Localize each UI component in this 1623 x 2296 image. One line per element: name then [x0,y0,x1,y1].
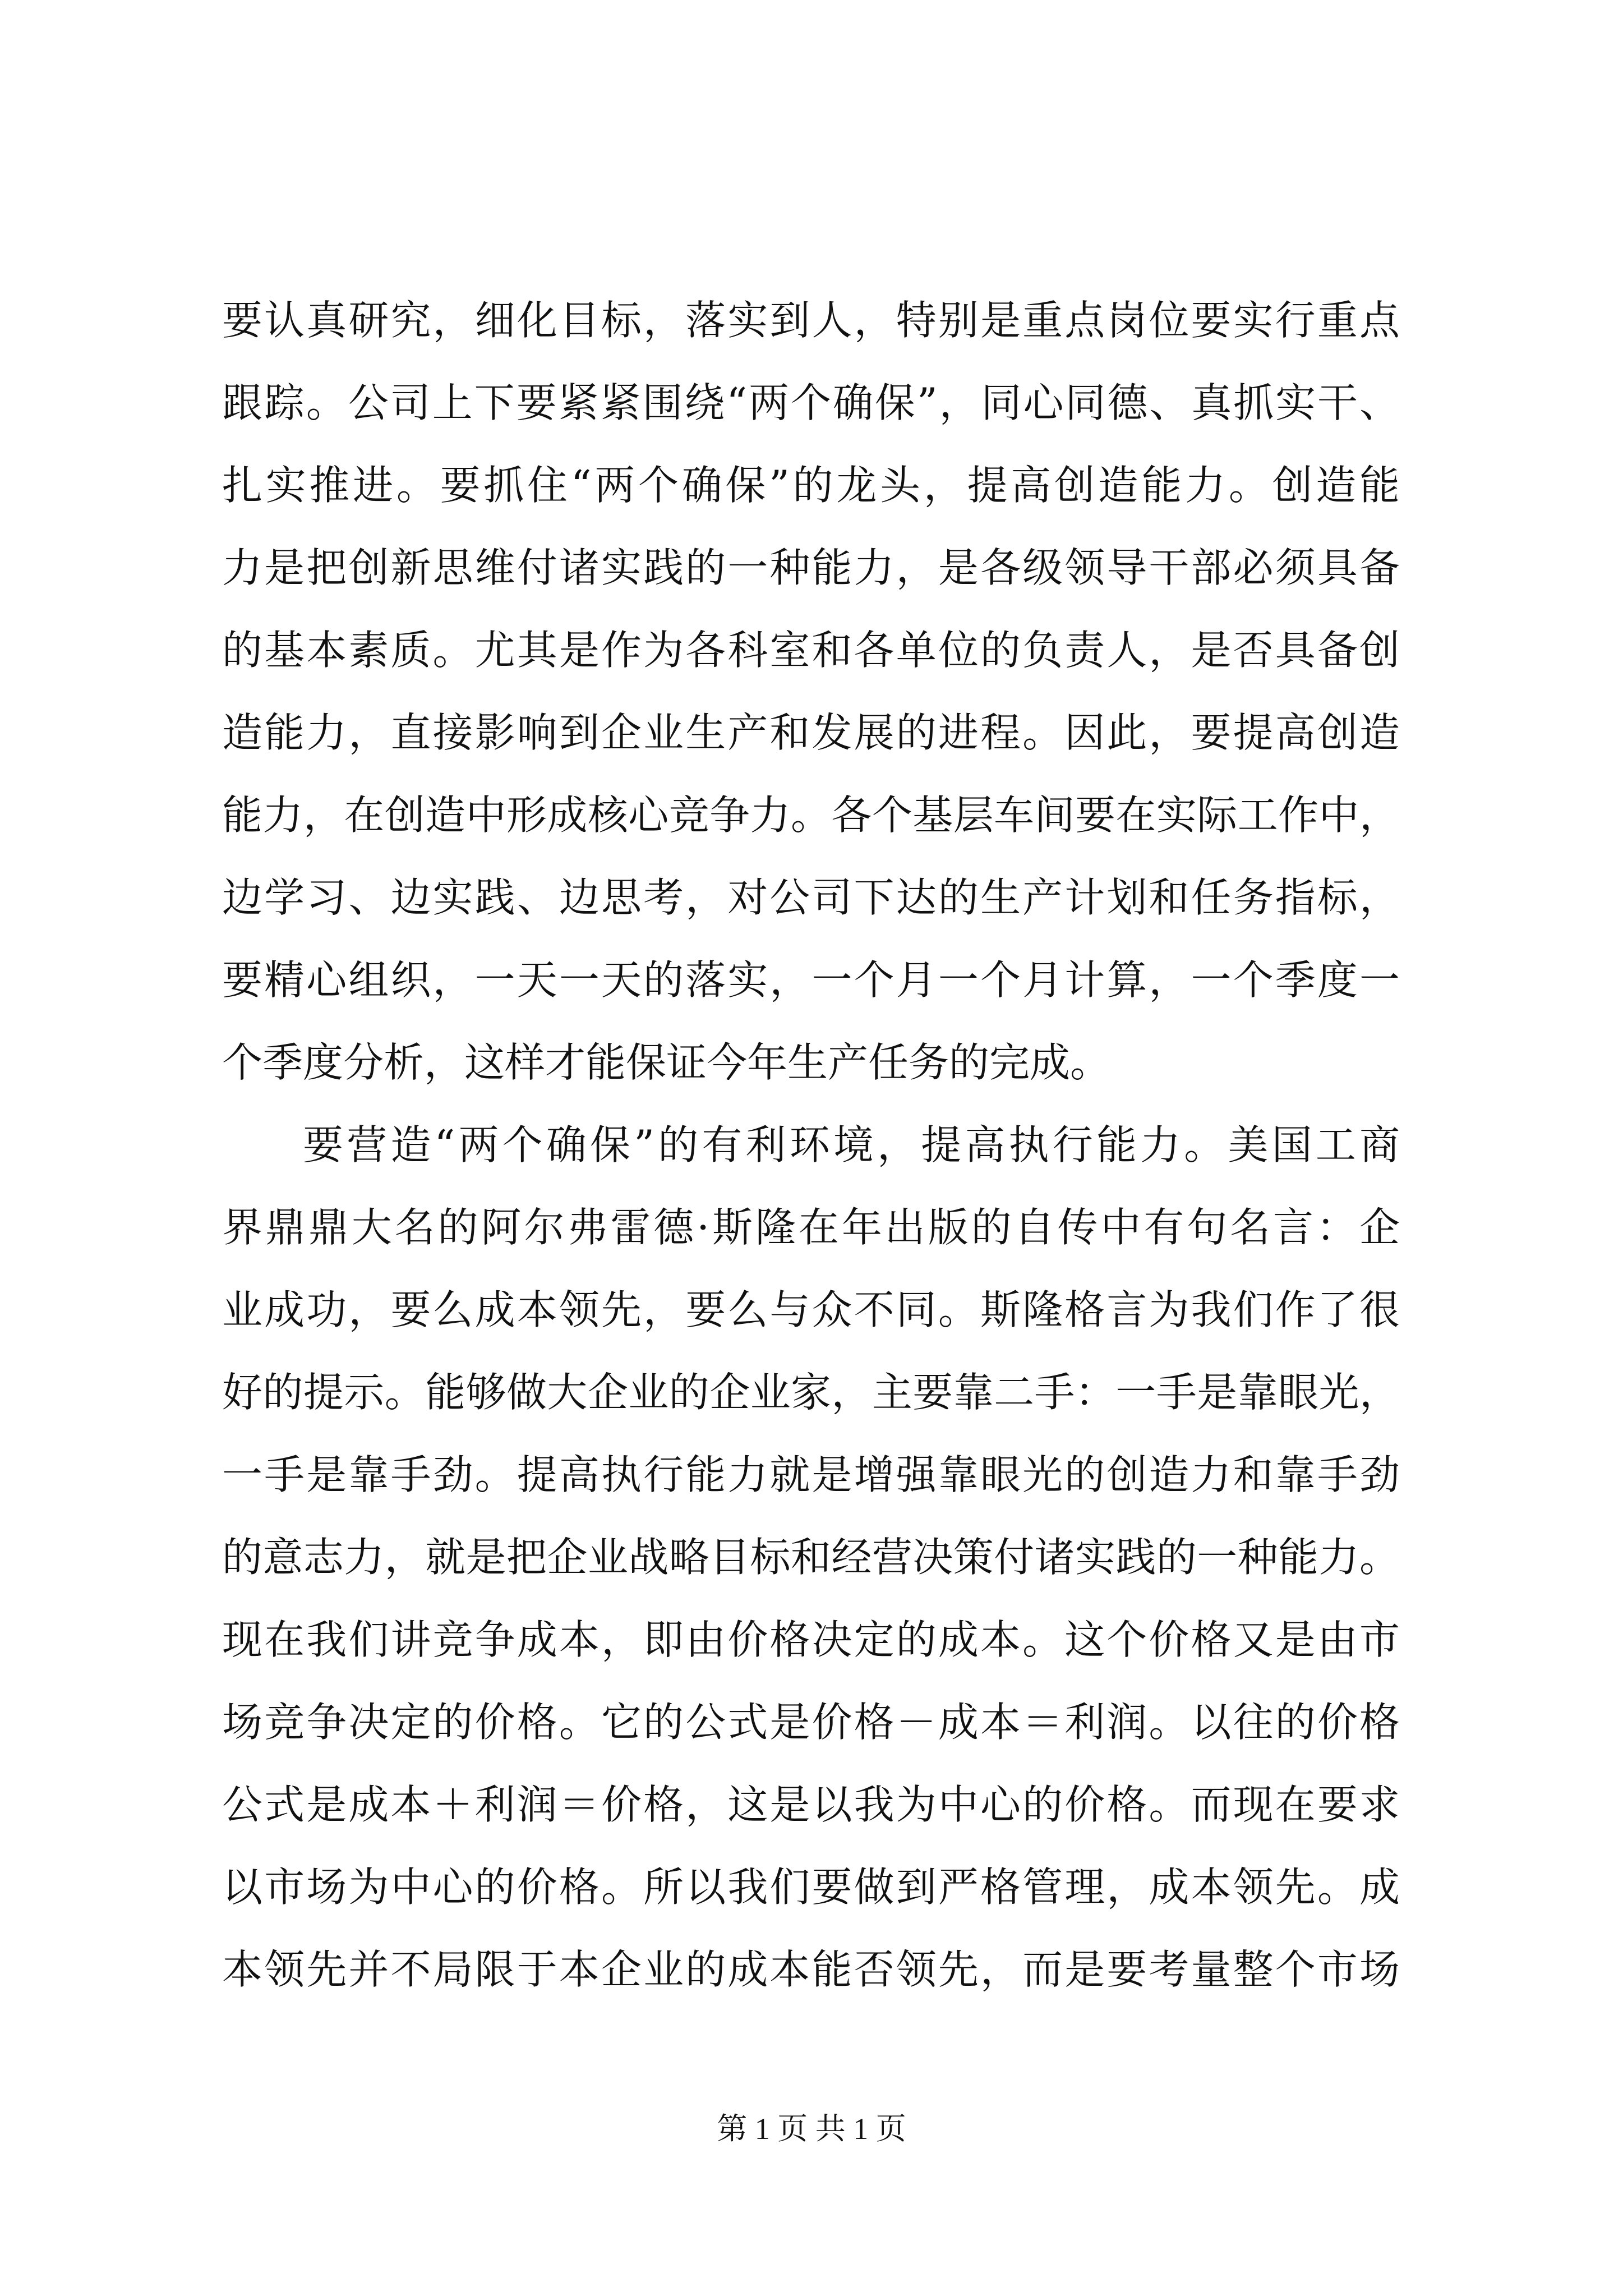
text-line: 一手是靠手劲。提高执行能力就是增强靠眼光的创造力和靠手劲 [222,1451,1400,1498]
text-line: 扎实推进。要抓住“两个确保”的龙头，提高创造能力。创造能 [222,462,1400,509]
text-line: 要认真研究，细化目标，落实到人，特别是重点岗位要实行重点 [222,297,1400,344]
text-line: 的意志力，就是把企业战略目标和经营决策付诸实践的一种能力。 [222,1534,1400,1581]
text-line: 以市场为中心的价格。所以我们要做到严格管理，成本领先。成 [222,1864,1400,1911]
text-line: 造能力，直接影响到企业生产和发展的进程。因此，要提高创造 [222,709,1400,756]
text-line: 要精心组织，一天一天的落实，一个月一个月计算，一个季度一 [222,956,1400,1004]
text-line: 力是把创新思维付诸实践的一种能力，是各级领导干部必须具备 [222,544,1400,591]
text-line: 边学习、边实践、边思考，对公司下达的生产计划和任务指标， [222,874,1400,921]
text-line: 公式是成本＋利润＝价格，这是以我为中心的价格。而现在要求 [222,1781,1400,1828]
text-line: 的基本素质。尤其是作为各科室和各单位的负责人，是否具备创 [222,627,1400,674]
paragraph-end-line: 个季度分析，这样才能保证今年生产任务的完成。 [222,1039,1111,1086]
text-line: 跟踪。公司上下要紧紧围绕“两个确保”，同心同德、真抓实干、 [222,379,1400,426]
text-line: 好的提示。能够做大企业的企业家，主要靠二手：一手是靠眼光， [222,1369,1400,1416]
text-line: 界鼎鼎大名的阿尔弗雷德·斯隆在年出版的自传中有句名言：企 [222,1204,1400,1251]
text-line: 场竞争决定的价格。它的公式是价格－成本＝利润。以往的价格 [222,1699,1400,1746]
page-footer [0,2109,1623,2148]
text-line: 业成功，要么成本领先，要么与众不同。斯隆格言为我们作了很 [222,1286,1400,1333]
text-line: 能力，在创造中形成核心竞争力。各个基层车间要在实际工作中， [222,792,1400,839]
page-number-label: 第 1 页 共 1 页 [717,2112,906,2146]
text-line: 本领先并不局限于本企业的成本能否领先，而是要考量整个市场 [222,1946,1400,1993]
text-line: 现在我们讲竞争成本，即由价格决定的成本。这个价格又是由市 [222,1616,1400,1663]
paragraph-start-line: 要营造“两个确保”的有利环境，提高执行能力。美国工商 [303,1121,1400,1168]
body-text [222,279,1400,2011]
